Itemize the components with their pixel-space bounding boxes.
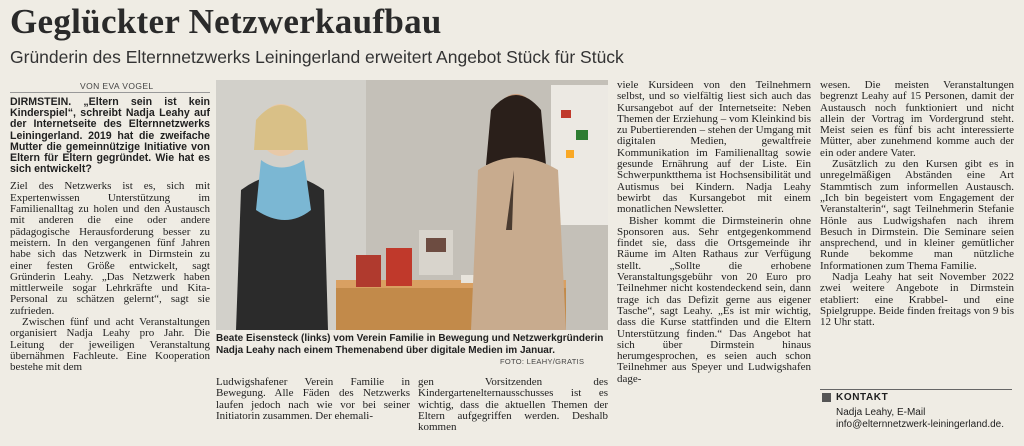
headline: Geglückter Netzwerkaufbau	[10, 2, 442, 41]
kontakt-rule	[820, 389, 1012, 390]
article-column-2	[216, 377, 410, 446]
lead-paragraph: DIRMSTEIN. „Eltern sein ist kein Kinderspiel“, schreibt Nadja Leahy auf der Internetseite des Elternnetzwerks Leiningerland. 2019 hat die zweifache Mutter die gemeinnützige Initiative von Eltern für Eltern gegründet. Wie hat es sich entwickelt?	[10, 97, 210, 176]
article-column-4	[617, 80, 811, 446]
paragraph: viele Kursideen von den Teilnehmern selbst, und so vielfältig liest sich auch das Kursangebot auf der Internetseite: Neben Themen der Erziehung – vom Kleinkind bis zu Pubertierenden – stehen der Umgang mit digitalen Medien, gewaltfreie Kommunikation im Familienalltag sowie gesunde Ernährung auf der Liste. Ein Schwerpunktthema ist Hochsensibilität und Autismus bei Kindern. Nadja Leahy bewirbt das Kursangebot mit einem monatlichen Newsletter.	[617, 80, 811, 216]
paragraph: wesen. Die meisten Veranstaltungen begrenzt Leahy auf 15 Personen, damit der Austausch noch funktioniert und nicht allein der Vortrag im Vordergrund steht. Meist seien es fünf bis acht interessierte Mütter, aber zunehmend komme auch der ein oder andere Vater.	[820, 80, 1014, 159]
byline: VON EVA VOGEL	[80, 81, 154, 91]
paragraph: Bisher kommt die Dirmsteinerin ohne Sponsoren aus. Sehr entgegenkommend findet sie, dass die Ortsgemeinde ihr Räume im Alten Rathaus zur Verfügung stellt. „Sollte die erhobene Veranstaltungsgebühr von 20 Euro pro Teilnehmer nicht kostendeckend sein, dann trage ich das Defizit gerne aus eigener Tasche“, sagt Leahy. „Es ist mir wichtig, dass die Kurse stattfinden und die Eltern Unterstützung finden.“ Das Angebot hat sich über Dirmstein hinaus herumgesprochen, es seien auch schon Teilnehmer aus Speyer und Ludwigshafen dage-	[617, 214, 811, 385]
photo-credit: FOTO: LEAHY/GRATIS	[500, 357, 585, 366]
paragraph: Ludwigshafener Verein Familie in Bewegung. Alle Fäden des Netzwerks laufen jedoch nach wie vor bei seiner Initiatorin zusammen. Der ehemali-	[216, 377, 410, 422]
kontakt-square-icon	[822, 393, 831, 402]
byline-rule	[10, 92, 210, 93]
paragraph: Zusätzlich zu den Kursen gibt es in unregelmäßigen Abständen eine Art Stammtisch zum informellen Austausch. „Ich bin begeistert vom Engagement der Veranstalterin“, sagt Teilnehmerin Stefanie Hönle aus Ludwigshafen nach ihrem Besuch in Dirmstein. Die Seminare seien ansprechend, und in kleiner gemütlicher Runde bekomme man nützliche Informationen zum Thema Familie.	[820, 158, 1014, 272]
paragraph: gen Vorsitzenden des Kindergartenelternausschusses ist es wichtig, dass die aktuellen Themen der Eltern aufgegriffen werden. Deshalb kommen	[418, 377, 608, 434]
photo-illustration	[216, 80, 608, 330]
photo-caption: Beate Eisensteck (links) vom Verein Familie in Bewegung und Netzwerkgründerin Nadja Leahy nach einem Themenabend über digitale Medien im Januar.	[216, 333, 604, 356]
article-column-5	[820, 80, 1014, 385]
subheadline: Gründerin des Elternnetzwerks Leiningerland erweitert Angebot Stück für Stück	[10, 47, 624, 67]
paragraph: Ziel des Netzwerks ist es, sich mit Expertenwissen Unterstützung im Familienalltag zu holen und den Austausch mit anderen die eine oder andere pädagogische Herausforderung besser zu meistern. In den vergangenen fünf Jahren habe sich das Netzwerk in Dirmstein zu einer festen Größe entwickelt, sagt Gründerin Leahy. „Das Netzwerk haben mittlerweile sogar Lehrkräfte und Kita-Personal zu schätzen gelernt“, sagt sie zufrieden.	[10, 180, 210, 317]
article-column-1	[10, 97, 210, 446]
article-photo	[216, 80, 608, 330]
kontakt-heading: KONTAKT	[836, 392, 889, 403]
paragraph: Nadja Leahy hat seit November 2022 zwei weitere Angebote in Dirmstein etabliert: eine Krabbel- und eine Spielgruppe. Beide finden freitags von 9 bis 12 Uhr statt.	[820, 271, 1014, 329]
article-column-3	[418, 377, 608, 446]
kontakt-text: Nadja Leahy, E-Mail info@elternnetzwerk-leiningerland.de.	[836, 407, 1005, 430]
paragraph: Zwischen fünf und acht Veranstaltungen organisiert Nadja Leahy pro Jahr. Die Leitung der jeweiligen Veranstaltung übernähmen Fachleute. Eine Kooperation bestehe mit dem	[10, 315, 210, 374]
